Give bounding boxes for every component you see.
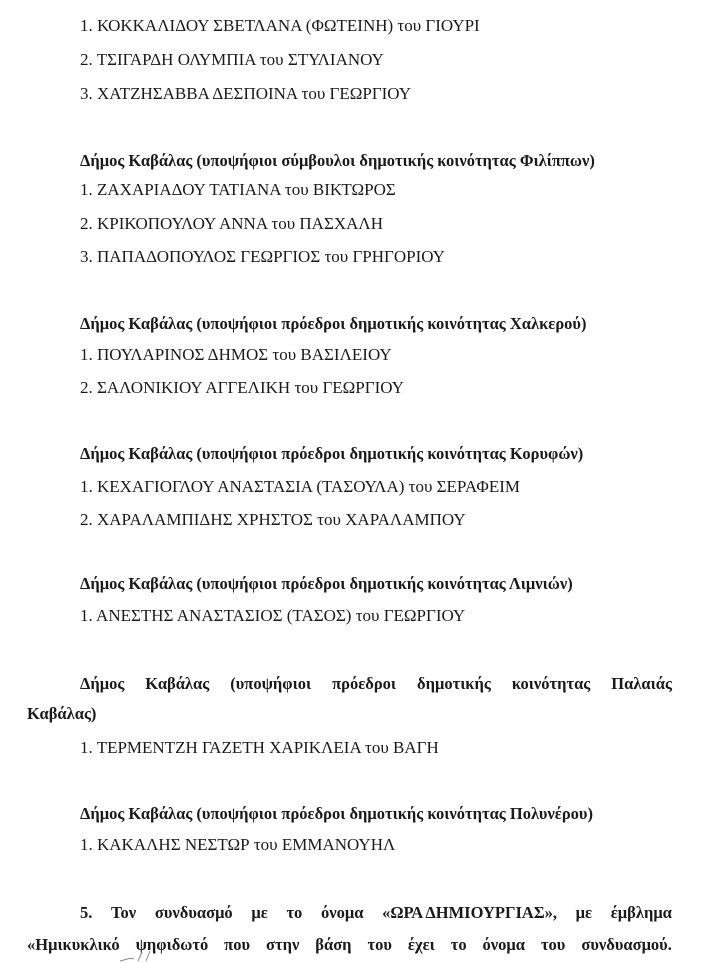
section-heading-justified: [80, 674, 672, 694]
list-item: 3. ΠΑΠΑΔΟΠΟΥΛΟΣ ΓΕΩΡΓΙΟΣ του ΓΡΗΓΟΡΙΟΥ: [80, 247, 445, 266]
word: Τον: [111, 903, 137, 922]
word: (υποψήφιοι: [230, 674, 312, 693]
section-heading: Δήμος Καβάλας (υποψήφιοι πρόεδροι δημοτικής κοινότητας Κορυφών): [80, 444, 584, 463]
word: το: [286, 903, 303, 922]
word: «Ημικυκλικό: [27, 935, 120, 954]
list-item: 2. ΣΑΛΟΝΙΚΙΟΥ ΑΓΓΕΛΙΚΗ του ΓΕΩΡΓΙΟΥ: [80, 378, 404, 397]
list-item: 1. ΚΟΚΚΑΛΙΔΟΥ ΣΒΕΤΛΑΝΑ (ΦΩΤΕΙΝΗ) του ΓΙΟΥΡΙ: [80, 16, 480, 35]
word: του: [367, 935, 392, 954]
list-item: 1. ΑΝΕΣΤΗΣ ΑΝΑΣΤΑΣΙΟΣ (ΤΑΣΟΣ) του ΓΕΩΡΓΙΟΥ: [80, 606, 466, 625]
section-heading: Δήμος Καβάλας (υποψήφιοι πρόεδροι δημοτικής κοινότητας Χαλκερού): [80, 314, 587, 333]
word: ψηφιδωτό: [135, 935, 209, 954]
pen-mark-icon: [118, 948, 158, 963]
section-heading: Δήμος Καβάλας (υποψήφιοι πρόεδροι δημοτικής κοινότητας Λιμνιών): [80, 574, 573, 593]
word: κοινότητας: [511, 674, 591, 693]
list-item: 2. ΤΣΙΓΑΡΔΗ ΟΛΥΜΠΙΑ του ΣΤΥΛΙΑΝΟΥ: [80, 50, 384, 69]
word: το: [450, 935, 467, 954]
list-item: 1. ΚΑΚΑΛΗΣ ΝΕΣΤΩΡ του ΕΜΜΑΝΟΥΗΛ: [80, 835, 396, 854]
paragraph-line: [80, 903, 672, 923]
word: με: [251, 903, 268, 922]
word: Δήμος: [80, 674, 125, 693]
section-heading: Δήμος Καβάλας (υποψήφιοι σύμβουλοι δημοτικής κοινότητας Φιλίππων): [80, 151, 595, 170]
word: «ΩΡΑ ΔΗΜΙΟΥΡΓΙΑΣ»,: [382, 903, 557, 922]
list-item: 2. ΧΑΡΑΛΑΜΠΙΔΗΣ ΧΡΗΣΤΟΣ του ΧΑΡΑΛΑΜΠΟΥ: [80, 510, 466, 529]
word: που: [224, 935, 251, 954]
word: στην: [266, 935, 300, 954]
word: βάση: [315, 935, 352, 954]
word: έμβλημα: [610, 903, 672, 922]
list-item: 1. ΠΟΥΛΑΡΙΝΟΣ ΔΗΜΟΣ του ΒΑΣΙΛΕΙΟΥ: [80, 345, 392, 364]
word: συνδυασμού.: [581, 935, 672, 954]
word: πρόεδροι: [332, 674, 397, 693]
word: με: [575, 903, 593, 922]
list-item: 1. ΤΕΡΜΕΝΤΖΗ ΓΑΖΕΤΗ ΧΑΡΙΚΛΕΙΑ του ΒΑΓΗ: [80, 738, 439, 757]
word: δημοτικής: [417, 674, 491, 693]
list-item: 2. ΚΡΙΚΟΠΟΥΛΟΥ ΑΝΝΑ του ΠΑΣΧΑΛΗ: [80, 214, 384, 233]
word: του: [540, 935, 566, 954]
section-heading: Δήμος Καβάλας (υποψήφιοι πρόεδροι δημοτικής κοινότητας Πολυνέρου): [80, 804, 593, 823]
list-item: 1. ΚΕΧΑΓΙΟΓΛΟΥ ΑΝΑΣΤΑΣΙΑ (ΤΑΣΟΥΛΑ) του ΣΕΡΑΦΕΙΜ: [80, 477, 521, 496]
word: έχει: [407, 935, 435, 954]
list-item: 1. ΖΑΧΑΡΙΑΔΟΥ ΤΑΤΙΑΝΑ του ΒΙΚΤΩΡΟΣ: [80, 180, 396, 199]
word: Καβάλας: [145, 674, 210, 693]
section-heading-continuation: Καβάλας): [27, 704, 97, 723]
word: συνδυασμό: [154, 903, 233, 922]
word: 5.: [80, 903, 93, 922]
word: Παλαιάς: [611, 674, 672, 693]
word: όνομα: [482, 935, 525, 954]
word: όνομα: [320, 903, 364, 922]
list-item: 3. ΧΑΤΖΗΣΑΒΒΑ ΔΕΣΠΟΙΝΑ του ΓΕΩΡΓΙΟΥ: [80, 84, 412, 103]
